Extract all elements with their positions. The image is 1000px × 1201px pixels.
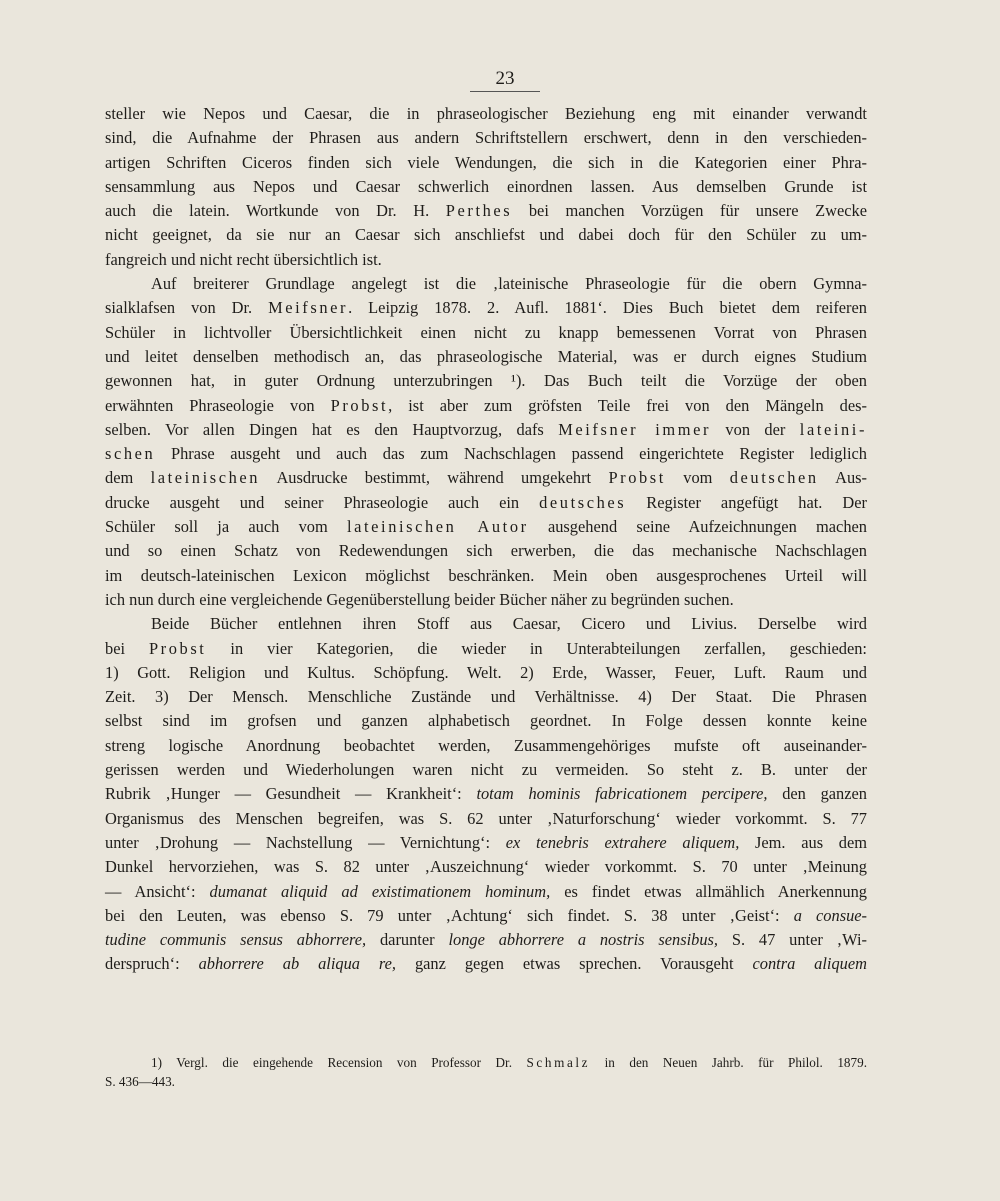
text-run: Ausdrucke bestimmt, während umgekehrt <box>260 468 609 488</box>
text-run: ganz gegen etwas sprechen. Vorausgeht <box>396 954 753 974</box>
text-line <box>105 952 867 976</box>
text-line <box>105 539 867 563</box>
text-run: Schüler soll ja auch vom <box>105 517 347 537</box>
text-line <box>105 199 867 223</box>
text-run: S. 436—443. <box>105 1074 175 1089</box>
text-line <box>105 880 867 904</box>
text-run: vom <box>665 468 730 488</box>
text-line <box>105 442 867 466</box>
text-run: nicht geeignet, da sie nur an Caesar sich anschliefst und dabei doch für den Schüler zu um- <box>105 225 867 245</box>
text-line <box>105 272 867 296</box>
footnote <box>105 1053 867 1091</box>
text-run: ausgehend seine Aufzeichnungen machen <box>528 517 867 537</box>
text-run: sialklafsen von Dr. <box>105 298 269 318</box>
text-run: sensammlung aus Nepos und Caesar schwerlich einordnen lassen. Aus demselben Grunde ist <box>105 176 867 196</box>
spaced-emphasis: Perthes <box>445 201 513 221</box>
text-line <box>105 928 867 952</box>
text-run: sind, die Aufnahme der Phrasen aus andern Schriftstellern erschwert, denn in den verschieden- <box>105 128 867 148</box>
text-run: selbst sind im grofsen und ganzen alphabetisch geordnet. In Folge dessen konnte keine <box>105 711 867 731</box>
text-run: auch die latein. Wortkunde von Dr. H. <box>105 201 446 221</box>
spaced-emphasis: lateinischen <box>150 468 261 488</box>
text-line <box>105 321 867 345</box>
text-line <box>105 248 867 272</box>
text-run: Auf breiterer Grundlage angelegt ist die ‚lateinische Phraseologie für die obern Gymna- <box>151 274 867 294</box>
italic-phrase: a consue- <box>793 905 867 925</box>
spaced-emphasis: Meifsner <box>268 298 349 318</box>
text-run: Rubrik ‚Hunger — Gesundheit — Krankheit‘: <box>105 784 477 804</box>
text-line <box>105 782 867 806</box>
text-run: bei manchen Vorzügen für unsere Zwecke <box>512 201 867 221</box>
text-line <box>105 102 867 126</box>
text-line <box>105 612 867 636</box>
spaced-emphasis: Probst <box>148 638 207 658</box>
text-line <box>105 151 867 175</box>
text-run: ich nun durch eine vergleichende Gegenüberstellung beider Bücher näher zu begründen suchen. <box>105 589 734 609</box>
text-run: Schüler in lichtvoller Übersichtlichkeit einen nicht zu knapp bemessenen Vorrat von Phrasen <box>105 322 867 342</box>
spaced-emphasis: Meifsner immer <box>558 419 712 439</box>
text-run: den ganzen <box>767 784 867 804</box>
text-run: fangreich und nicht recht übersichtlich ist. <box>105 249 382 269</box>
text-run: 1) Vergl. die eingehende Recension von Professor Dr. <box>151 1055 527 1070</box>
text-line <box>105 637 867 661</box>
text-line <box>105 394 867 418</box>
text-run: steller wie Nepos und Caesar, die in phraseologischer Beziehung eng mit einander verwandt <box>105 104 867 123</box>
text-line <box>105 904 867 928</box>
text-run: gerissen werden und Wiederholungen waren nicht zu vermeiden. So steht z. B. unter der <box>105 760 867 780</box>
text-run: Register angefügt hat. Der <box>626 492 867 512</box>
spaced-emphasis: deutsches <box>539 492 627 512</box>
text-line <box>105 855 867 879</box>
text-run: — Ansicht‘: <box>105 881 210 901</box>
text-run: . Leipzig 1878. 2. Aufl. 1881‘. Dies Buch bietet dem reiferen <box>348 298 867 318</box>
spaced-emphasis: Schmalz <box>526 1055 591 1070</box>
text-run: in den Neuen Jahrb. für Philol. 1879. <box>590 1055 868 1070</box>
italic-phrase: totam hominis fabricationem percipere, <box>476 784 768 804</box>
text-line <box>105 807 867 831</box>
text-run: drucke ausgeht und seiner Phraseologie auch ein <box>105 492 540 512</box>
spaced-emphasis: Probst <box>330 395 389 415</box>
text-run: Dunkel hervorziehen, was S. 82 unter ‚Auszeichnung‘ wieder vorkommt. S. 70 unter ‚Meinung <box>105 857 867 877</box>
italic-phrase: contra aliquem <box>752 954 867 974</box>
text-run: und so einen Schatz von Redewendungen sich erwerben, die das mechanische Nachschlagen <box>105 541 867 561</box>
text-run: artigen Schriften Ciceros finden sich viele Wendungen, die sich in die Kategorien einer Phra- <box>105 152 867 172</box>
text-line <box>105 831 867 855</box>
text-run: erwähnten Phraseologie von <box>105 395 331 415</box>
text-line <box>105 175 867 199</box>
text-line <box>105 466 867 490</box>
text-line <box>105 709 867 733</box>
text-run: Zeit. 3) Der Mensch. Menschliche Zustände und Verhältnisse. 4) Der Staat. Die Phrasen <box>105 687 867 707</box>
text-run: gewonnen hat, in guter Ordnung unterzubringen ¹). Das Buch teilt die Vorzüge der oben <box>105 371 867 391</box>
text-run: Aus- <box>818 468 867 488</box>
text-run: Phrase ausgeht und auch das zum Nachschlagen passend eingerichtete Register lediglich <box>155 444 867 464</box>
italic-phrase: tudine communis sensus abhorrere, <box>105 930 367 950</box>
footnote-line <box>105 1053 867 1072</box>
text-run: im deutsch-lateinischen Lexicon möglichst beschränken. Mein oben ausgesprochenes Urteil will <box>105 565 867 585</box>
page-number: 23 <box>470 68 540 92</box>
text-run: , ist aber zum gröfsten Teile frei von den Mängeln des- <box>388 395 867 415</box>
text-run: darunter <box>366 930 449 950</box>
text-line <box>105 491 867 515</box>
text-line <box>105 126 867 150</box>
text-line <box>105 564 867 588</box>
body-text <box>105 102 867 977</box>
text-run: bei <box>105 638 149 658</box>
text-run: unter ‚Drohung — Nachstellung — Vernichtung‘: <box>105 832 506 852</box>
text-run: von der <box>711 419 800 439</box>
text-line <box>105 418 867 442</box>
text-line <box>105 223 867 247</box>
italic-phrase: ex tenebris extrahere aliquem, <box>505 832 740 852</box>
text-line <box>105 588 867 612</box>
text-run: Jem. aus dem <box>739 832 867 852</box>
text-run: S. 47 unter ‚Wi- <box>718 930 867 950</box>
footnote-line <box>105 1072 867 1091</box>
text-line <box>105 345 867 369</box>
text-run: in vier Kategorien, die wieder in Unterabteilungen zerfallen, geschieden: <box>206 638 867 658</box>
text-run: derspruch‘: <box>105 954 199 974</box>
italic-phrase: abhorrere ab aliqua re, <box>198 954 397 974</box>
text-line <box>105 369 867 393</box>
italic-phrase: longe abhorrere a nostris sensibus, <box>448 930 718 950</box>
text-line <box>105 758 867 782</box>
spaced-emphasis: deutschen <box>729 468 819 488</box>
text-line <box>105 661 867 685</box>
spaced-emphasis: lateinischen Autor <box>347 517 529 537</box>
text-run: Organismus des Menschen begreifen, was S. 62 unter ‚Naturforschung‘ wieder vorkommt. S. 77 <box>105 808 867 828</box>
spaced-emphasis: Probst <box>608 468 666 488</box>
text-line <box>105 685 867 709</box>
text-run: es findet etwas allmählich Anerkennung <box>550 881 867 901</box>
text-run: 1) Gott. Religion und Kultus. Schöpfung. Welt. 2) Erde, Wasser, Feuer, Luft. Raum und <box>105 662 867 682</box>
text-line <box>105 296 867 320</box>
spaced-emphasis: schen <box>105 444 156 464</box>
text-run: Beide Bücher entlehnen ihren Stoff aus Caesar, Cicero und Livius. Derselbe wird <box>151 614 867 634</box>
spaced-emphasis: lateini- <box>799 419 868 439</box>
text-run: dem <box>105 468 151 488</box>
text-line <box>105 734 867 758</box>
text-run: und leitet denselben methodisch an, das phraseologische Material, was er durch eignes Studium <box>105 346 867 366</box>
text-run: streng logische Anordnung beobachtet werden, Zusammengehöriges mufste oft auseinander- <box>105 735 867 755</box>
text-run: bei den Leuten, was ebenso S. 79 unter ‚Achtung‘ sich findet. S. 38 unter ‚Geist‘: <box>105 905 794 925</box>
text-line <box>105 515 867 539</box>
italic-phrase: dumanat aliquid ad existimationem hominum, <box>209 881 551 901</box>
text-run: selben. Vor allen Dingen hat es den Hauptvorzug, dafs <box>105 419 559 439</box>
